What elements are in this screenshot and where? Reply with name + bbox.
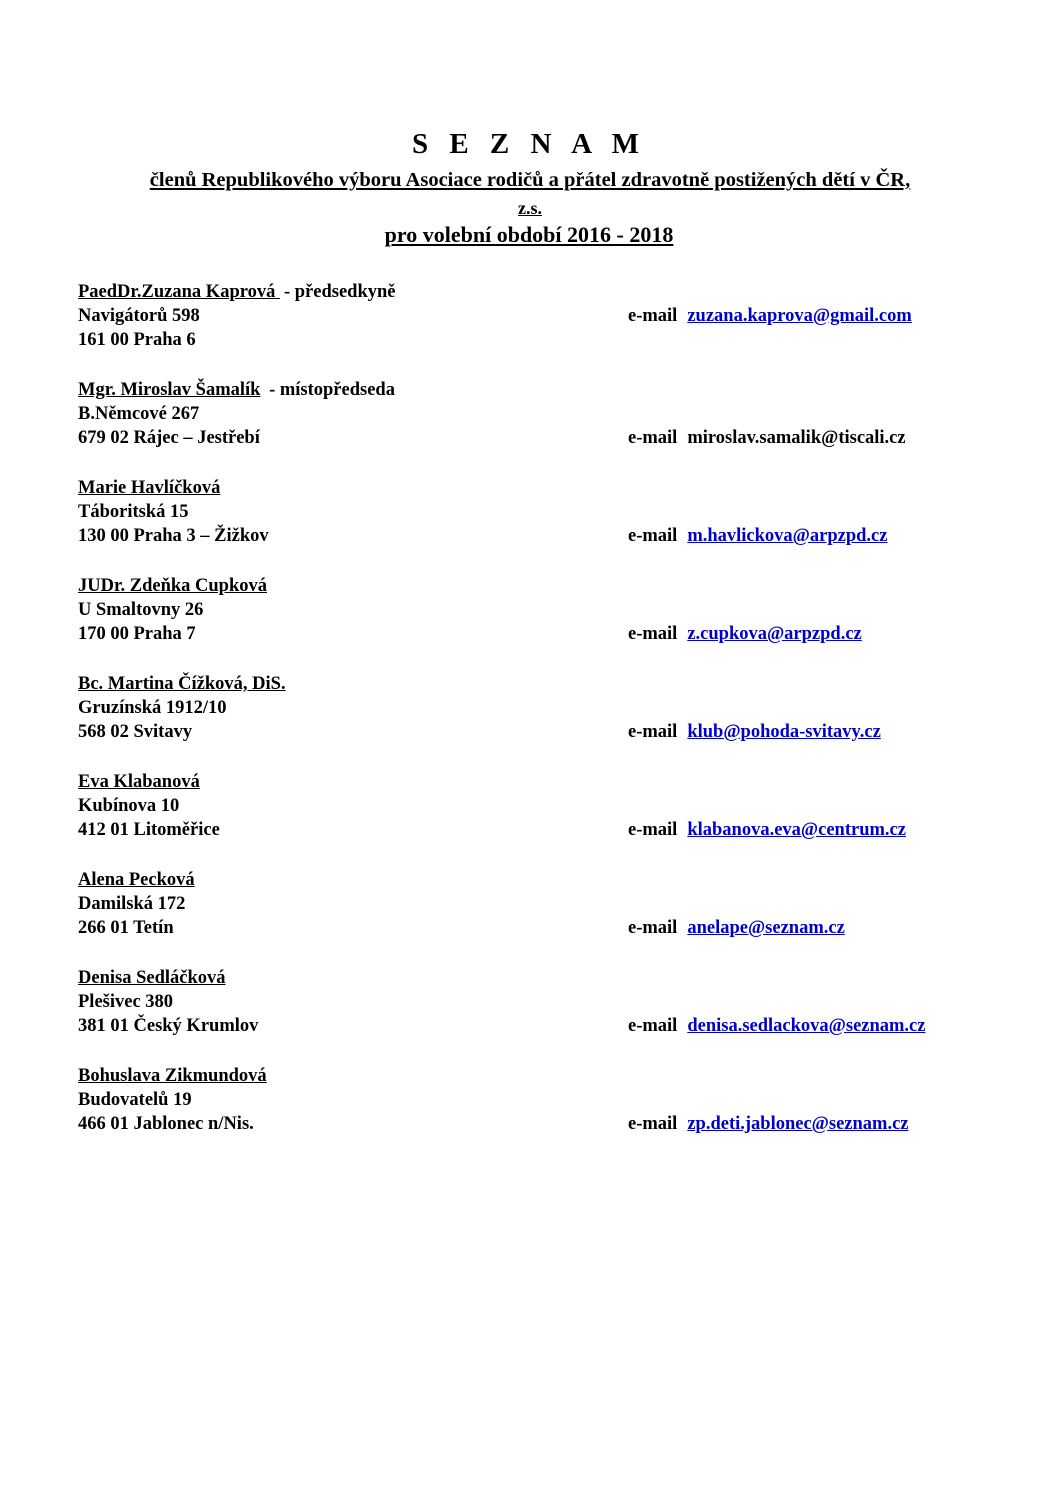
member-name: Eva Klabanová [78,772,200,792]
member-entry [78,280,998,378]
member-street: Budovatelů 19 [78,1090,192,1110]
member-role: - předsedkyně [283,282,396,302]
member-name-line [78,966,226,990]
member-city: 568 02 Svitavy [78,722,193,742]
member-name: Denisa Sedláčková [78,968,226,988]
member-email-link[interactable]: anelape@seznam.cz [687,918,845,938]
member-name-line [78,574,267,598]
member-email-line [628,1112,909,1136]
member-email-line [628,524,887,548]
member-street: Kubínova 10 [78,796,180,816]
email-label: e-mail [628,1114,678,1134]
member-entry [78,378,998,476]
member-entry [78,966,998,1064]
document-title: S E Z N A M [411,128,647,160]
member-email-link[interactable]: klabanova.eva@centrum.cz [687,820,906,840]
email-label: e-mail [628,1016,678,1036]
member-email-link[interactable]: zp.deti.jablonec@seznam.cz [687,1114,909,1134]
member-city: 266 01 Tetín [78,918,174,938]
member-entry [78,574,998,672]
member-entry [78,770,998,868]
member-name: Mgr. Miroslav Šamalík [78,380,261,400]
member-street: Táboritská 15 [78,502,189,522]
member-name-line [78,770,200,794]
member-name-line [78,280,396,304]
member-entry [78,476,998,574]
member-entry [78,672,998,770]
election-period: pro volební období 2016 - 2018 [384,222,674,247]
document-subtitle: členů Republikového výboru Asociace rodičů a přátel zdravotně postižených dětí v ČR, [149,169,911,191]
member-name: Marie Havlíčková [78,478,221,498]
member-city: 466 01 Jablonec n/Nis. [78,1114,254,1134]
member-role: - místopředseda [264,380,395,400]
email-label: e-mail [628,306,678,326]
member-name: Bc. Martina Čížková, DiS. [78,674,286,694]
member-name-line [78,868,195,892]
email-label: e-mail [628,526,678,546]
email-label: e-mail [628,428,678,448]
member-email-link[interactable]: z.cupkova@arpzpd.cz [687,624,862,644]
member-city: 679 02 Rájec – Jestřebí [78,428,260,448]
member-street: U Smaltovny 26 [78,600,204,620]
member-name: Alena Pecková [78,870,195,890]
member-city: 130 00 Praha 3 – Žižkov [78,526,269,546]
email-label: e-mail [628,820,678,840]
member-email: miroslav.samalik@tiscali.cz [687,428,906,448]
member-city: 381 01 Český Krumlov [78,1016,259,1036]
email-label: e-mail [628,918,678,938]
member-name: Bohuslava Zikmundová [78,1066,267,1086]
member-entry [78,868,998,966]
member-city: 412 01 Litoměřice [78,820,220,840]
member-email-link[interactable]: klub@pohoda-svitavy.cz [687,722,881,742]
member-email-link[interactable]: denisa.sedlackova@seznam.cz [687,1016,926,1036]
member-name-line [78,1064,267,1088]
member-city: 161 00 Praha 6 [78,330,196,350]
member-email-line [628,916,845,940]
member-email-link[interactable]: m.havlickova@arpzpd.cz [687,526,888,546]
member-name-line [78,476,220,500]
member-email-line [628,818,906,842]
member-street: B.Němcové 267 [78,404,200,424]
member-city: 170 00 Praha 7 [78,624,196,644]
email-label: e-mail [628,722,678,742]
member-email-line [628,426,906,450]
member-street: Damilská 172 [78,894,186,914]
member-name: PaedDr.Zuzana Kaprová [78,282,280,302]
member-entry [78,1064,998,1162]
member-name: JUDr. Zdeňka Cupková [78,576,268,596]
member-street: Navigátorů 598 [78,306,200,326]
member-email-link[interactable]: zuzana.kaprova@gmail.com [687,306,912,326]
member-email-line [628,720,881,744]
member-email-line [628,304,912,328]
member-email-line [628,622,862,646]
member-name-line [78,378,395,402]
email-label: e-mail [628,624,678,644]
member-list [78,280,998,1162]
member-street: Gruzínská 1912/10 [78,698,227,718]
member-email-line [628,1014,925,1038]
member-street: Plešivec 380 [78,992,174,1012]
member-name-line [78,672,286,696]
document-subtitle-suffix: z.s. [518,198,542,218]
